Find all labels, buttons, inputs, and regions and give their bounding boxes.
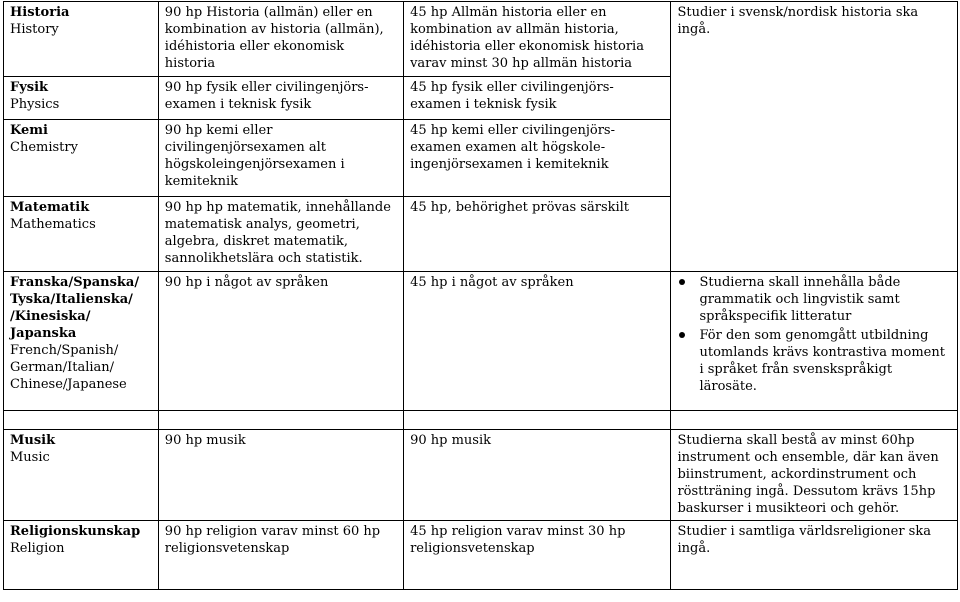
subject-name: Musik (10, 433, 56, 448)
note-cell (671, 272, 958, 411)
subject-name: Kemi (10, 123, 48, 138)
subject-cell (4, 272, 159, 411)
requirement-45hp-cell: 45 hp kemi eller civilingenjörs-examen examen alt högskole-ingenjörsexamen i kemiteknik (404, 120, 671, 197)
subject-english: Physics (10, 97, 60, 112)
requirement-90hp-cell: 90 hp kemi eller civilingenjörsexamen alt högskoleingenjörsexamen i kemiteknik (158, 120, 403, 197)
subject-name-line: Japanska (10, 326, 77, 341)
subject-english: Mathematics (10, 217, 96, 232)
subject-cell (4, 430, 159, 521)
note-cell: Studier i svensk/nordisk historia ska ingå. (671, 2, 958, 272)
requirement-45hp-cell: 45 hp i något av språken (404, 272, 671, 411)
requirement-45hp-cell: 45 hp fysik eller civilingenjörs-examen i teknisk fysik (404, 77, 671, 120)
spacer-cell (404, 411, 671, 430)
table-row-historia (4, 2, 958, 77)
spacer-cell (158, 411, 403, 430)
bullet-text: För den som genomgått utbildning utomlands krävs kontrastiva moment i språket från svenskspråkigt lärosäte. (699, 328, 945, 394)
subject-name: Fysik (10, 80, 49, 95)
spacer-cell (4, 411, 159, 430)
requirement-45hp-cell: 45 hp Allmän historia eller en kombination av allmän historia, idéhistoria eller ekonomisk historia varav minst 30 hp allmän historia (404, 2, 671, 77)
subject-name-line: /Kinesiska/ (10, 309, 91, 324)
requirement-45hp-cell: 45 hp religion varav minst 30 hp religionsvetenskap (404, 521, 671, 590)
list-item (677, 327, 951, 395)
table-spacer-row (4, 411, 958, 430)
table-row-religion (4, 521, 958, 590)
subject-english: Music (10, 450, 50, 465)
subject-cell (4, 120, 159, 197)
requirement-90hp-cell: 90 hp hp matematik, innehållande matematisk analys, geometri, algebra, diskret matematik, sannolikhetslära och statistik. (158, 197, 403, 272)
bullet-icon (679, 332, 685, 338)
subject-english: Religion (10, 541, 65, 556)
requirement-45hp-cell: 45 hp, behörighet prövas särskilt (404, 197, 671, 272)
subject-name-line: Franska/Spanska/ (10, 275, 140, 290)
subject-cell (4, 77, 159, 120)
bullet-icon (679, 279, 685, 285)
subject-name: Matematik (10, 200, 90, 215)
subject-name: Religionskunskap (10, 524, 141, 539)
subject-cell (4, 521, 159, 590)
subject-cell (4, 197, 159, 272)
requirement-90hp-cell: 90 hp musik (404, 430, 671, 521)
requirement-90hp-cell: 90 hp musik (158, 430, 403, 521)
subject-english: History (10, 22, 59, 37)
requirement-90hp-cell: 90 hp Historia (allmän) eller en kombination av historia (allmän), idéhistoria eller ekonomisk historia (158, 2, 403, 77)
note-bullet-list (677, 274, 951, 395)
requirement-90hp-cell: 90 hp fysik eller civilingenjörs-examen i teknisk fysik (158, 77, 403, 120)
subject-name: Historia (10, 5, 70, 20)
table-row-musik (4, 430, 958, 521)
bullet-text: Studierna skall innehålla både grammatik och lingvistik samt språkspecifik litteratur (699, 275, 901, 324)
note-cell: Studierna skall bestå av minst 60hp instrument och ensemble, där kan även biinstrument, ackordinstrument och röstträning ingå. Dessutom krävs 15hp baskurser i musikteori och gehör. (671, 430, 958, 521)
spacer-cell (671, 411, 958, 430)
note-cell: Studier i samtliga världsreligioner ska ingå. (671, 521, 958, 590)
subject-english-line: French/Spanish/ (10, 343, 119, 358)
requirement-90hp-cell: 90 hp religion varav minst 60 hp religionsvetenskap (158, 521, 403, 590)
subject-name-line: Tyska/Italienska/ (10, 292, 133, 307)
list-item (677, 274, 951, 325)
table-row-sprak (4, 272, 958, 411)
subject-english-line: German/Italian/ (10, 360, 115, 375)
subject-english-line: Chinese/Japanese (10, 377, 127, 392)
subject-cell (4, 2, 159, 77)
subject-english: Chemistry (10, 140, 78, 155)
requirements-table (3, 1, 958, 590)
requirement-90hp-cell: 90 hp i något av språken (158, 272, 403, 411)
